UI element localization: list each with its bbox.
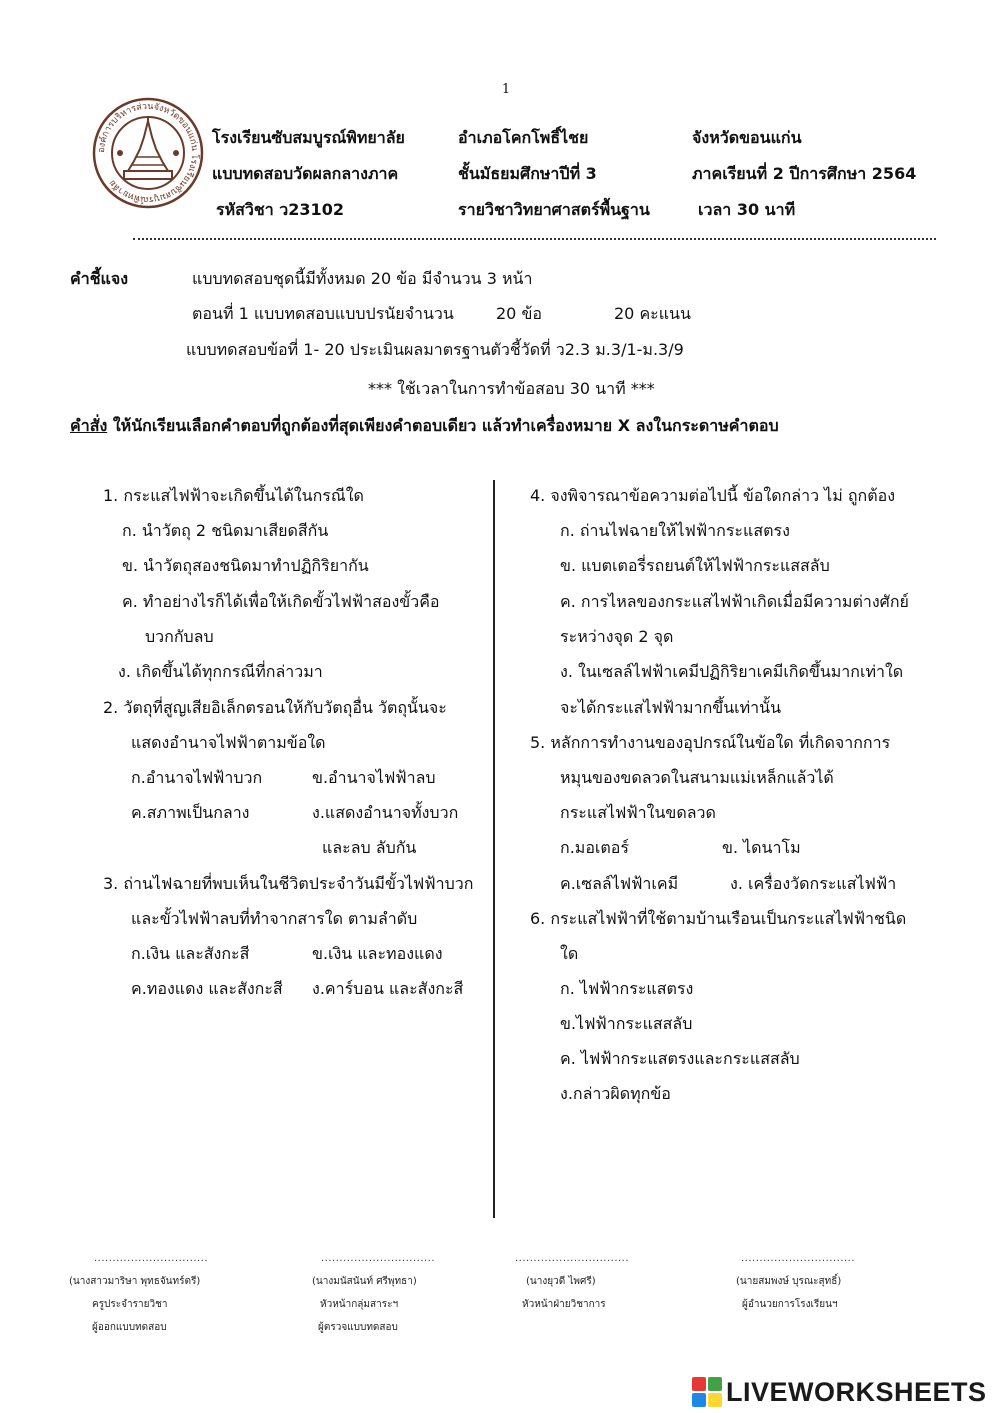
signature-line-1: ............................... [94,1253,209,1264]
question-3: 3. ถ่านไฟฉายที่พบเห็นในชีวิตประจำวันมีขั้วไฟฟ้าบวก [103,874,474,893]
signature-name-2: (นางมนัสนันท์ ศรีพุทธา) [312,1276,417,1287]
q2-option-a: ก.อำนาจไฟฟ้าบวก [131,768,263,787]
signature-line-4: ............................... [741,1253,856,1264]
q2-option-d: ง.แสดงอำนาจทั้งบวก [312,803,459,822]
school-name: โรงเรียนซับสมบูรณ์พิทยาลัย [212,128,405,147]
time-note: *** ใช้เวลาในการทำข้อสอบ 30 นาที *** [368,379,655,398]
signature-line-2: ............................... [321,1253,436,1264]
school-seal-icon [92,97,204,209]
signature-role-1b: ผู้ออกแบบทดสอบ [92,1322,167,1333]
instructions-score: 20 คะแนน [614,304,691,323]
q3-option-b: ข.เงิน และทองแดง [312,944,443,963]
signature-name-4: (นายสมพงษ์ บุรณะสุทธิ์) [736,1276,842,1287]
q5-option-a: ก.มอเตอร์ [560,838,629,857]
signature-name-3: (นางยุวดี ไพศรี) [526,1276,596,1287]
subject-code: รหัสวิชา ว23102 [216,200,344,219]
q6-option-a: ก. ไฟฟ้ากระแสตรง [560,979,694,998]
question-1: 1. กระแสไฟฟ้าจะเกิดขึ้นได้ในกรณีใด [103,486,364,505]
column-divider [493,480,495,1218]
q4-option-d-cont: จะได้กระแสไฟฟ้ามากขึ้นเท่านั้น [560,698,782,717]
signature-role-4a: ผู้อำนวยการโรงเรียนฯ [742,1299,838,1310]
exam-time: เวลา 30 นาที [698,200,796,219]
question-6-cont: ใด [560,944,579,963]
liveworksheets-watermark [692,1375,987,1409]
instructions-line-1: แบบทดสอบชุดนี้มีทั้งหมด 20 ข้อ มีจำนวน 3 หน้า [192,269,533,288]
q1-option-d: ง. เกิดขึ้นได้ทุกกรณีที่กล่าวมา [118,662,323,681]
command-label: คำสั่ง [70,416,108,435]
q6-option-b: ข.ไฟฟ้ากระแสสลับ [560,1014,693,1033]
instructions-part: ตอนที่ 1 แบบทดสอบแบบปรนัยจำนวน [192,304,454,323]
question-5: 5. หลักการทำงานของอุปกรณ์ในข้อใด ที่เกิดจากการ [530,733,891,752]
q3-option-d: ง.คาร์บอน และสังกะสี [312,979,464,998]
province: จังหวัดขอนแก่น [692,128,802,147]
watermark-text: LIVEWORKSHEETS [726,1376,987,1407]
q1-option-b: ข. นำวัตถุสองชนิดมาทำปฏิกิริยากัน [122,556,369,575]
signature-line-3: ............................... [515,1253,630,1264]
q4-option-a: ก. ถ่านไฟฉายให้ไฟฟ้ากระแสตรง [560,521,790,540]
instructions-label: คำชี้แจง [70,269,129,288]
q5-option-b: ข. ไดนาโม [722,838,801,857]
q1-option-c-cont: บวกกับลบ [145,627,214,646]
q2-option-c: ค.สภาพเป็นกลาง [131,803,250,822]
question-5-cont-1: หมุนของขดลวดในสนามแม่เหล็กแล้วได้ [560,768,834,787]
logo-square-blue [692,1393,706,1407]
question-5-cont-2: กระแสไฟฟ้าในขดลวด [560,803,716,822]
q4-option-c: ค. การไหลของกระแสไฟฟ้าเกิดเมื่อมีความต่างศักย์ [560,592,909,611]
q4-option-c-cont: ระหว่างจุด 2 จุด [560,627,674,646]
q6-option-c: ค. ไฟฟ้ากระแสตรงและกระแสสลับ [560,1049,800,1068]
signature-role-2b: ผู้ตรวจแบบทดสอบ [318,1322,398,1333]
q6-option-d: ง.กล่าวผิดทุกข้อ [560,1084,671,1103]
question-3-cont: และขั้วไฟฟ้าลบที่ทำจากสารใด ตามลำดับ [131,909,418,928]
question-6: 6. กระแสไฟฟ้าที่ใช้ตามบ้านเรือนเป็นกระแสไฟฟ้าชนิด [530,909,907,928]
subject-name: รายวิชาวิทยาศาสตร์พื้นฐาน [458,200,650,219]
question-2: 2. วัตถุที่สูญเสียอิเล็กตรอนให้กับวัตถุอื่น วัตถุนั้นจะ [103,698,447,717]
district: อำเภอโคกโพธิ์ไชย [458,128,589,147]
liveworksheets-logo-icon [692,1377,722,1407]
signature-name-1: (นางสาวมาริษา พุทธจันทร์ตรี) [69,1276,201,1287]
question-2-cont: แสดงอำนาจไฟฟ้าตามข้อใด [131,733,326,752]
instructions-line-3: แบบทดสอบข้อที่ 1- 20 ประเมินผลมาตรฐานตัวชี้วัดที่ ว2.3 ม.3/1-ม.3/9 [186,340,684,359]
logo-square-green [708,1377,722,1391]
header-divider [133,238,936,240]
q5-option-c: ค.เซลล์ไฟฟ้าเคมี [560,874,679,893]
question-4: 4. จงพิจารณาข้อความต่อไปนี้ ข้อใดกล่าว ไม่ ถูกต้อง [530,486,896,505]
q4-option-b: ข. แบตเตอรี่รถยนต์ให้ไฟฟ้ากระแสสลับ [560,556,830,575]
command-text: ให้นักเรียนเลือกคำตอบที่ถูกต้องที่สุดเพียงคำตอบเดียว แล้วทำเครื่องหมาย X ลงในกระดาษคำตอบ [107,416,779,435]
signature-role-3a: หัวหน้าฝ่ายวิชาการ [522,1299,606,1310]
instructions-item-count: 20 ข้อ [496,304,542,323]
q4-option-d: ง. ในเซลล์ไฟฟ้าเคมีปฏิกิริยาเคมีเกิดขึ้นมากเท่าใด [560,662,904,681]
q1-option-c: ค. ทำอย่างไรก็ได้เพื่อให้เกิดขั้วไฟฟ้าสองขั้วคือ [122,592,440,611]
signature-role-1a: ครูประจำรายวิชา [92,1299,168,1310]
q2-option-b: ข.อำนาจไฟฟ้าลบ [312,768,436,787]
logo-square-red [692,1377,706,1391]
signature-role-2a: หัวหน้ากลุ่มสาระฯ [320,1299,399,1310]
q3-option-c: ค.ทองแดง และสังกะสี [131,979,283,998]
page-number: 1 [501,82,511,97]
q2-option-d-cont: และลบ ลับกัน [322,838,417,857]
logo-square-yellow [708,1393,722,1407]
command-line [70,414,779,439]
semester-year: ภาคเรียนที่ 2 ปีการศึกษา 2564 [692,164,917,183]
seal-ring-text: องค์การบริหารส่วนจังหวัดขอนแก่น โรงเรียนซับสมบูรณ์พิทยาลัย [96,101,200,205]
q3-option-a: ก.เงิน และสังกะสี [131,944,250,963]
grade-level: ชั้นมัธยมศึกษาปีที่ 3 [458,164,597,183]
q1-option-a: ก. นำวัตถุ 2 ชนิดมาเสียดสีกัน [122,521,329,540]
q5-option-d: ง. เครื่องวัดกระแสไฟฟ้า [730,874,897,893]
exam-type: แบบทดสอบวัดผลกลางภาค [212,164,399,183]
